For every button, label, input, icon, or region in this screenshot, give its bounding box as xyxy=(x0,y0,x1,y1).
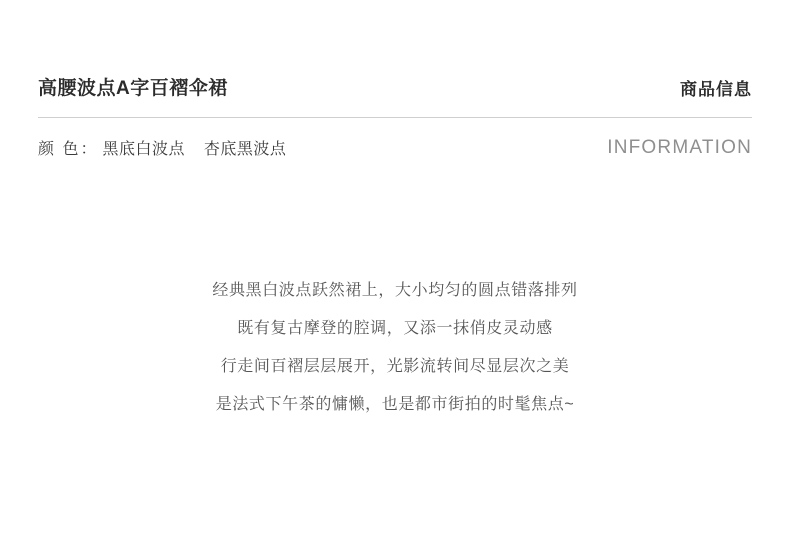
color-label: 颜 色： xyxy=(38,141,99,158)
color-option-1[interactable]: 黑底白波点 xyxy=(102,141,185,158)
info-section-title: 商品信息 xyxy=(680,80,752,100)
info-section-subtitle: INFORMATION xyxy=(607,136,752,158)
subheader xyxy=(38,136,752,159)
color-row xyxy=(38,136,286,159)
description-line-3: 行走间百褶层层展开，光影流转间尽显层次之美 xyxy=(220,358,570,375)
color-option-list xyxy=(102,136,286,159)
color-option-2[interactable]: 杏底黑波点 xyxy=(203,141,287,158)
description-line-2: 既有复古摩登的腔调，又添一抹俏皮灵动感 xyxy=(237,320,553,337)
page-title: 高腰波点A字百褶伞裙 xyxy=(38,78,228,99)
description-line-4: 是法式下午茶的慵懒，也是都市街拍的时髦焦点~ xyxy=(215,396,575,413)
description-block xyxy=(0,272,790,424)
page-header xyxy=(38,78,752,101)
header-divider xyxy=(38,117,752,118)
description-line-1: 经典黑白波点跃然裙上，大小均匀的圆点错落排列 xyxy=(212,282,578,299)
